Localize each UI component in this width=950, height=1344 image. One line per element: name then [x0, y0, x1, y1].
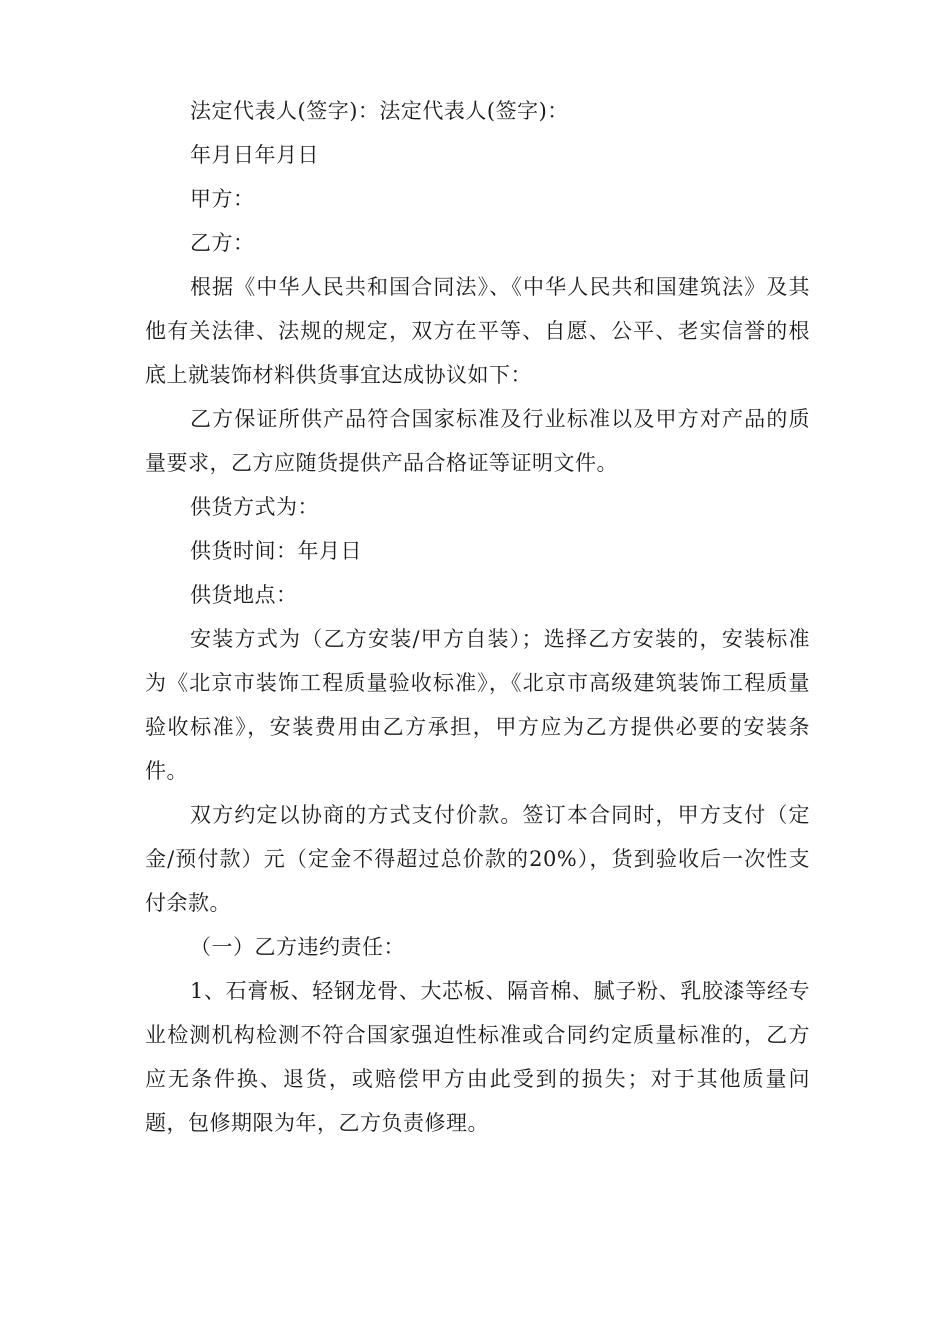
- preamble-paragraph: 根据《中华人民共和国合同法》、《中华人民共和国建筑法》及其他有关法律、法规的规定，双方在平等、自愿、公平、老实信誉的根底上就装饰材料供货事宜达成协议如下：: [145, 275, 810, 387]
- supply-time-line: 供货时间：年月日: [190, 539, 362, 563]
- liability-heading: （一）乙方违约责任：: [190, 935, 405, 959]
- date-line: 年月日年月日: [190, 143, 319, 167]
- installation-paragraph: 安装方式为（乙方安装/甲方自装）；选择乙方安装的，安装标准为《北京市装饰工程质量验收标准》，《北京市高级建筑装饰工程质量验收标准》，安装费用由乙方承担，甲方应为乙方提供必要的安装条件。: [145, 627, 810, 783]
- quality-paragraph: 乙方保证所供产品符合国家标准及行业标准以及甲方对产品的质量要求，乙方应随货提供产品合格证等证明文件。: [145, 407, 810, 475]
- document-body: [145, 89, 810, 1145]
- liability-item-1: 1、石膏板、轻钢龙骨、大芯板、隔音棉、腻子粉、乳胶漆等经专业检测机构检测不符合国家强迫性标准或合同约定质量标准的，乙方应无条件换、退货，或赔偿甲方由此受到的损失；对于其他质量问题，包修期限为年，乙方负责修理。: [145, 979, 810, 1135]
- payment-paragraph: 双方约定以协商的方式支付价款。签订本合同时，甲方支付（定金/预付款）元（定金不得超过总价款的20%），货到验收后一次性支付余款。: [145, 803, 810, 915]
- signature-line: 法定代表人(签字)：法定代表人(签字)：: [190, 99, 569, 123]
- party-a-line: 甲方：: [190, 187, 255, 211]
- party-b-line: 乙方：: [190, 231, 255, 255]
- supply-method-line: 供货方式为：: [190, 495, 319, 519]
- supply-location-line: 供货地点：: [190, 583, 298, 607]
